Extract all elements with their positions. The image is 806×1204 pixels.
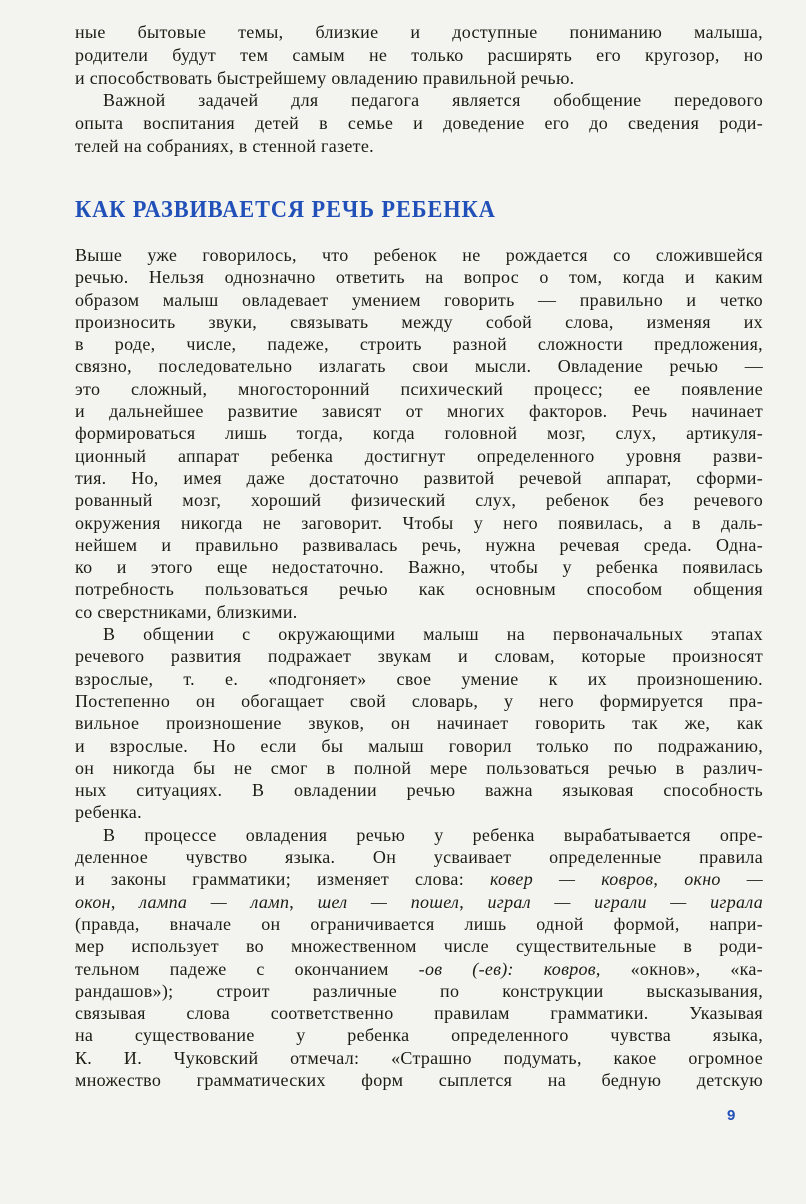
text-line <box>75 846 763 868</box>
italic-example: окон <box>75 891 111 912</box>
text-segment: опыта воспитания детей в семье и доведение его до сведения роди- <box>75 113 763 134</box>
text-line <box>75 668 763 690</box>
text-line <box>75 489 763 511</box>
text-segment: рандашов»); строит различные по конструкции высказывания, <box>75 980 763 1001</box>
text-line <box>75 712 763 734</box>
text-segment: ко и этого еще недостаточно. Важно, чтобы у ребенка появилась <box>75 557 763 578</box>
text-segment: телей на собраниях, в стенной газете. <box>75 135 374 156</box>
text-segment: произносить звуки, связывать между собой слова, изменяя их <box>75 311 763 332</box>
italic-example: играл — играли — играла <box>487 891 763 912</box>
text-segment: нейшем и правильно развивалась речь, нужна речевая среда. Одна- <box>75 534 763 555</box>
text-segment: В общении с окружающими малыш на первоначальных этапах <box>103 624 763 645</box>
text-line <box>75 112 763 135</box>
text-segment: , <box>110 891 140 912</box>
paragraph <box>75 244 763 623</box>
text-segment: вильное произношение звуков, он начинает говорить так же, как <box>75 713 763 734</box>
text-segment: В процессе овладения речью у ребенка вырабатывается опре- <box>103 824 763 845</box>
text-segment: он никогда бы не смог в полной мере пользоваться речью в различ- <box>75 757 763 778</box>
text-line <box>75 311 763 333</box>
text-line <box>75 601 763 623</box>
text-line <box>75 556 763 578</box>
italic-example: ковер — ковров <box>489 869 654 890</box>
text-segment: окружения никогда не заговорит. Чтобы у него появилась, а в даль- <box>75 512 763 533</box>
text-line <box>75 266 763 288</box>
text-segment: мер использует во множественном числе существительные в роди- <box>75 936 763 957</box>
text-segment: , «окнов», «ка- <box>595 958 763 979</box>
text-line <box>75 422 763 444</box>
text-segment: со сверстниками, близкими. <box>75 601 298 622</box>
text-line <box>75 757 763 779</box>
text-line <box>75 1069 763 1091</box>
text-segment: и взрослые. Но если бы малыш говорил только по подражанию, <box>75 735 763 756</box>
text-segment: взрослые, т. е. «подгоняет» свое умение к их произношению. <box>75 668 763 689</box>
text-segment: на существование у ребенка определенного чувства языка, <box>75 1025 763 1046</box>
text-segment: рованный мозг, хороший физический слух, ребенок без речевого <box>75 490 763 511</box>
text-line <box>75 1047 763 1069</box>
text-line <box>75 21 763 44</box>
text-line <box>75 645 763 667</box>
text-line <box>75 333 763 355</box>
text-segment: множество грамматических форм сыплется на бедную детскую <box>75 1069 763 1090</box>
text-segment: родители будут тем самым не только расширять его кругозор, но <box>75 44 763 65</box>
italic-example: -ов (-ев): ковров <box>418 958 596 979</box>
text-line <box>75 89 763 112</box>
text-line <box>75 67 763 90</box>
paragraph <box>75 623 763 824</box>
text-line <box>75 578 763 600</box>
text-line <box>75 400 763 422</box>
text-segment: , <box>653 869 685 890</box>
text-segment: ных ситуациях. В овладении речью важна языковая способность <box>75 780 763 801</box>
text-segment: связно, последовательно излагать свои мысли. Овладение речью — <box>75 356 763 377</box>
paragraph <box>75 21 763 89</box>
italic-example: окно — <box>684 869 764 890</box>
text-segment: , <box>289 891 318 912</box>
text-line <box>75 958 763 980</box>
paragraph <box>75 89 763 157</box>
italic-example: лампа — ламп <box>139 891 290 912</box>
text-line <box>75 980 763 1002</box>
text-line <box>75 779 763 801</box>
text-segment: и законы грамматики; изменяет слова: <box>75 869 490 890</box>
text-segment: ребенка. <box>75 802 142 823</box>
text-segment: в роде, числе, падеже, строить разной сложности предложения, <box>75 334 763 355</box>
text-line <box>75 913 763 935</box>
text-segment: ные бытовые темы, близкие и доступные пониманию малыша, <box>75 22 763 42</box>
italic-example: шел — пошел <box>317 891 460 912</box>
text-segment: речью. Нельзя однозначно ответить на вопрос о том, когда и каким <box>75 267 763 288</box>
intro-text <box>75 21 763 158</box>
text-line <box>75 512 763 534</box>
text-segment: Выше уже говорилось, что ребенок не рождается со сложившейся <box>75 245 763 265</box>
text-line <box>75 355 763 377</box>
text-line <box>75 445 763 467</box>
text-segment: и способствовать быстрейшему овладению правильной речью. <box>75 67 575 88</box>
text-segment: тельном падеже с окончанием <box>75 958 419 979</box>
text-segment: потребность пользоваться речью как основным способом общения <box>75 579 763 600</box>
text-line <box>75 244 763 266</box>
text-line <box>75 1002 763 1024</box>
text-line <box>75 824 763 846</box>
text-segment: Постепенно он обогащает свой словарь, у него формируется пра- <box>75 690 763 711</box>
text-segment: это сложный, многосторонний психический процесс; ее появление <box>75 378 763 399</box>
text-line <box>75 1024 763 1046</box>
text-line <box>75 289 763 311</box>
section-body <box>75 244 763 1091</box>
text-segment: , <box>459 891 488 912</box>
text-segment: (правда, вначале он ограничивается лишь одной формой, напри- <box>75 913 763 934</box>
text-line <box>75 467 763 489</box>
text-line <box>75 735 763 757</box>
text-line <box>75 801 763 823</box>
text-line <box>75 935 763 957</box>
text-line <box>75 891 763 913</box>
text-line <box>75 135 763 158</box>
text-segment: и дальнейшее развитие зависят от многих факторов. Речь начинает <box>75 401 763 422</box>
text-line <box>75 44 763 67</box>
text-line <box>75 868 763 890</box>
text-segment: тия. Но, имея даже достаточно развитой речевой аппарат, сформи- <box>75 467 763 488</box>
text-segment: Важной задачей для педагога является обобщение передового <box>103 90 763 111</box>
text-segment: К. И. Чуковский отмечал: «Страшно подумать, какое огромное <box>75 1047 763 1068</box>
text-line <box>75 690 763 712</box>
text-line <box>75 378 763 400</box>
text-segment: деленное чувство языка. Он усваивает определенные правила <box>75 847 763 868</box>
text-segment: образом малыш овладевает умением говорить — правильно и четко <box>75 289 763 310</box>
page-number: 9 <box>727 1107 736 1124</box>
text-segment: ционный аппарат ребенка достигнут определенного уровня разви- <box>75 445 763 466</box>
section-heading: КАК РАЗВИВАЕТСЯ РЕЧЬ РЕБЕНКА <box>75 197 496 223</box>
text-segment: связывая слова соответственно правилам грамматики. Указывая <box>75 1003 763 1024</box>
text-segment: формироваться лишь тогда, когда головной мозг, слух, артикуля- <box>75 423 763 444</box>
text-line <box>75 534 763 556</box>
text-line <box>75 623 763 645</box>
text-segment: речевого развития подражает звукам и словам, которые произносят <box>75 646 763 667</box>
paragraph <box>75 824 763 1092</box>
